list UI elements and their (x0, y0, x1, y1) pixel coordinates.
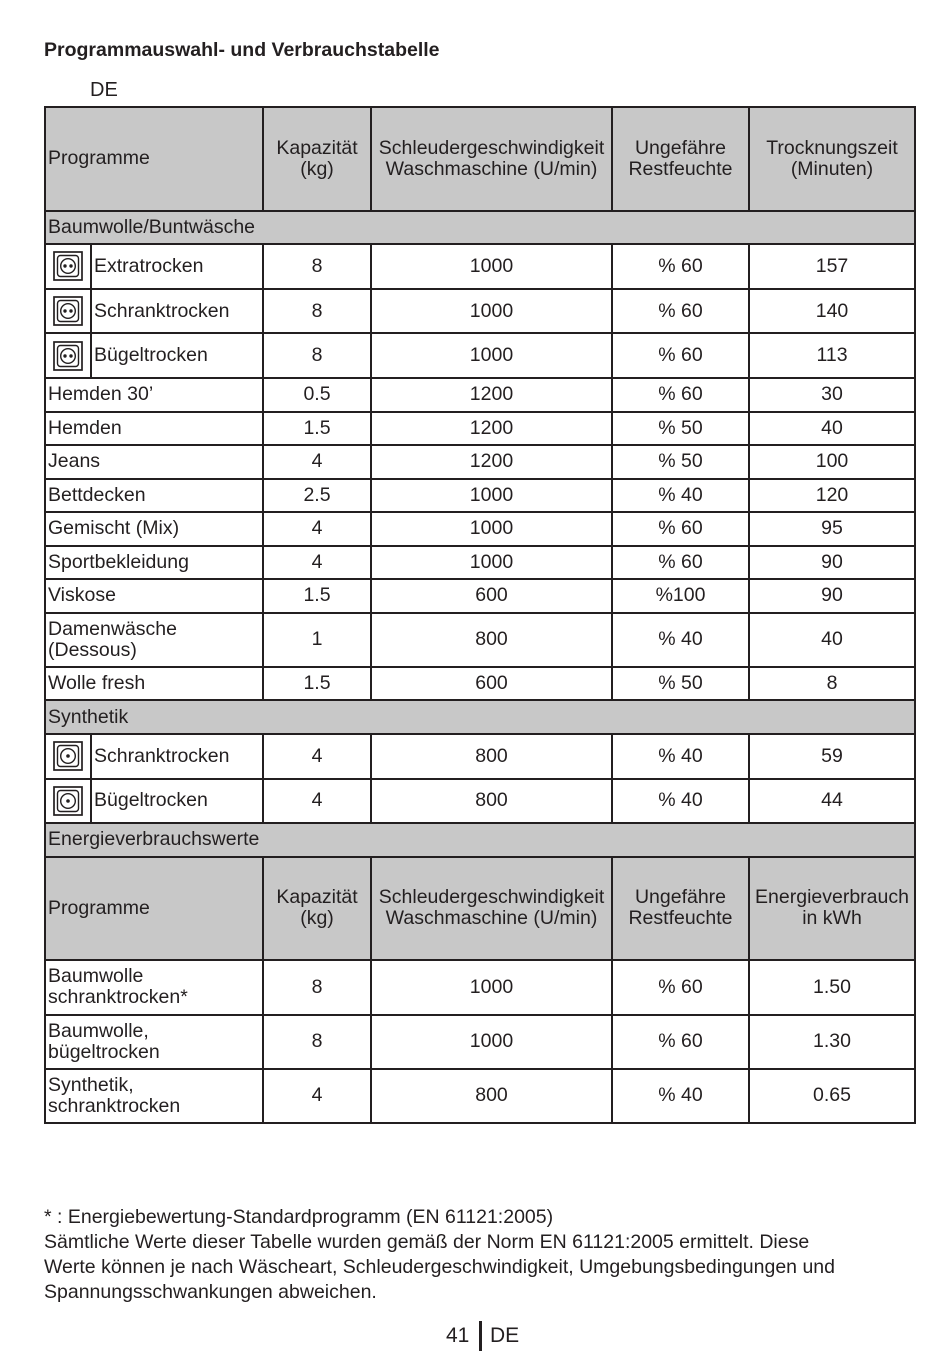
program-row (45, 734, 915, 779)
program-icon-cell (45, 244, 91, 289)
column-header-energy-consumption: Energieverbrauch in kWh (749, 857, 915, 961)
residual-moisture-cell: % 60 (612, 512, 749, 546)
spin-speed-cell: 1200 (371, 412, 612, 446)
residual-moisture-cell: % 40 (612, 779, 749, 824)
program-row (45, 1015, 915, 1069)
program-row (45, 960, 915, 1014)
program-name: Damenwäsche (Dessous) (45, 613, 263, 667)
program-icon-cell (45, 779, 91, 824)
section-label: Synthetik (45, 700, 915, 734)
spin-speed-cell: 800 (371, 613, 612, 667)
residual-moisture-cell: % 40 (612, 734, 749, 779)
residual-moisture-cell: % 60 (612, 546, 749, 580)
program-row (45, 1069, 915, 1123)
spin-speed-cell: 1000 (371, 244, 612, 289)
program-name: Extratrocken (91, 244, 263, 289)
spin-speed-cell: 1000 (371, 289, 612, 334)
drying-time-cell: 95 (749, 512, 915, 546)
program-row (45, 546, 915, 580)
language-tag: DE (90, 79, 118, 101)
program-name: Bügeltrocken (91, 333, 263, 378)
page-language: DE (490, 1324, 520, 1347)
footnote-line: Werte können je nach Wäscheart, Schleudergeschwindigkeit, Umgebungsbedingungen und (44, 1256, 835, 1278)
residual-moisture-cell: % 40 (612, 479, 749, 513)
capacity-cell: 8 (263, 244, 371, 289)
section-row (45, 700, 915, 734)
capacity-cell: 4 (263, 779, 371, 824)
column-header-spin-speed: Schleudergeschwindigkeit Waschmaschine (U/min) (371, 107, 612, 211)
capacity-cell: 1.5 (263, 412, 371, 446)
residual-moisture-cell: % 60 (612, 244, 749, 289)
program-row (45, 667, 915, 701)
residual-moisture-cell: % 60 (612, 333, 749, 378)
program-row (45, 613, 915, 667)
capacity-cell: 8 (263, 333, 371, 378)
program-name: Jeans (45, 445, 263, 479)
program-row (45, 244, 915, 289)
spin-speed-cell: 600 (371, 667, 612, 701)
program-name: Synthetik, schranktrocken (45, 1069, 263, 1123)
drying-time-cell: 90 (749, 579, 915, 613)
page-number: 41 (446, 1324, 470, 1347)
capacity-cell: 1.5 (263, 579, 371, 613)
capacity-cell: 8 (263, 289, 371, 334)
program-name: Bügeltrocken (91, 779, 263, 824)
capacity-cell: 4 (263, 734, 371, 779)
section-row (45, 211, 915, 245)
drying-time-cell: 140 (749, 289, 915, 334)
drying-time-cell: 30 (749, 378, 915, 412)
drying-one-dot-icon (53, 741, 83, 771)
drying-time-cell: 8 (749, 667, 915, 701)
column-header-residual-moisture: Ungefähre Restfeuchte (612, 107, 749, 211)
drying-time-cell: 157 (749, 244, 915, 289)
residual-moisture-cell: % 40 (612, 1069, 749, 1123)
column-header-capacity: Kapazität (kg) (263, 107, 371, 211)
capacity-cell: 1 (263, 613, 371, 667)
spin-speed-cell: 1000 (371, 1015, 612, 1069)
program-row (45, 333, 915, 378)
section-label: Baumwolle/Buntwäsche (45, 211, 915, 245)
spin-speed-cell: 800 (371, 779, 612, 824)
capacity-cell: 4 (263, 512, 371, 546)
program-row (45, 779, 915, 824)
table-header-row (45, 857, 915, 961)
drying-time-cell: 44 (749, 779, 915, 824)
page-divider (479, 1321, 482, 1351)
section-label: Energieverbrauchswerte (45, 823, 915, 857)
drying-one-dot-icon (53, 786, 83, 816)
drying-time-cell: 59 (749, 734, 915, 779)
drying-time-cell: 113 (749, 333, 915, 378)
spin-speed-cell: 1200 (371, 445, 612, 479)
column-header-residual-moisture: Ungefähre Restfeuchte (612, 857, 749, 961)
program-row (45, 579, 915, 613)
residual-moisture-cell: % 40 (612, 613, 749, 667)
section-row (45, 823, 915, 857)
capacity-cell: 0.5 (263, 378, 371, 412)
program-name: Hemden 30’ (45, 378, 263, 412)
column-header-programme: Programme (45, 857, 263, 961)
residual-moisture-cell: % 60 (612, 378, 749, 412)
capacity-cell: 8 (263, 1015, 371, 1069)
drying-two-dots-icon (53, 251, 83, 281)
spin-speed-cell: 800 (371, 734, 612, 779)
drying-time-cell: 100 (749, 445, 915, 479)
capacity-cell: 4 (263, 445, 371, 479)
program-row (45, 378, 915, 412)
spin-speed-cell: 1000 (371, 333, 612, 378)
energy-consumption-cell: 1.50 (749, 960, 915, 1014)
column-header-spin-speed: Schleudergeschwindigkeit Waschmaschine (U/min) (371, 857, 612, 961)
residual-moisture-cell: % 60 (612, 1015, 749, 1069)
program-name: Baumwolle, bügeltrocken (45, 1015, 263, 1069)
program-name: Schranktrocken (91, 289, 263, 334)
capacity-cell: 8 (263, 960, 371, 1014)
footnote-line: Spannungsschwankungen abweichen. (44, 1281, 377, 1303)
residual-moisture-cell: % 50 (612, 667, 749, 701)
program-table (44, 106, 916, 1124)
column-header-drying-time: Trocknungszeit (Minuten) (749, 107, 915, 211)
capacity-cell: 2.5 (263, 479, 371, 513)
footnote-line: * : Energiebewertung-Standardprogramm (EN 61121:2005) (44, 1206, 554, 1228)
spin-speed-cell: 1000 (371, 512, 612, 546)
footnote (44, 1205, 835, 1305)
program-name: Bettdecken (45, 479, 263, 513)
program-name: Sportbekleidung (45, 546, 263, 580)
column-header-capacity: Kapazität (kg) (263, 857, 371, 961)
program-row (45, 512, 915, 546)
program-name: Schranktrocken (91, 734, 263, 779)
program-icon-cell (45, 734, 91, 779)
residual-moisture-cell: % 60 (612, 960, 749, 1014)
program-icon-cell (45, 333, 91, 378)
program-name: Gemischt (Mix) (45, 512, 263, 546)
residual-moisture-cell: % 60 (612, 289, 749, 334)
spin-speed-cell: 1000 (371, 960, 612, 1014)
program-row (45, 412, 915, 446)
program-name: Viskose (45, 579, 263, 613)
spin-speed-cell: 1000 (371, 546, 612, 580)
residual-moisture-cell: %100 (612, 579, 749, 613)
capacity-cell: 4 (263, 546, 371, 580)
program-row (45, 445, 915, 479)
program-name: Baumwolle schranktrocken* (45, 960, 263, 1014)
energy-consumption-cell: 0.65 (749, 1069, 915, 1123)
program-row (45, 479, 915, 513)
capacity-cell: 1.5 (263, 667, 371, 701)
energy-consumption-cell: 1.30 (749, 1015, 915, 1069)
program-row (45, 289, 915, 334)
drying-two-dots-icon (53, 296, 83, 326)
capacity-cell: 4 (263, 1069, 371, 1123)
residual-moisture-cell: % 50 (612, 445, 749, 479)
drying-time-cell: 90 (749, 546, 915, 580)
spin-speed-cell: 1200 (371, 378, 612, 412)
drying-time-cell: 40 (749, 412, 915, 446)
drying-time-cell: 120 (749, 479, 915, 513)
drying-two-dots-icon (53, 341, 83, 371)
residual-moisture-cell: % 50 (612, 412, 749, 446)
program-table-body (45, 107, 915, 1123)
program-name: Hemden (45, 412, 263, 446)
program-icon-cell (45, 289, 91, 334)
spin-speed-cell: 600 (371, 579, 612, 613)
column-header-programme: Programme (45, 107, 263, 211)
page-title: Programmauswahl- und Verbrauchstabelle (44, 39, 440, 61)
spin-speed-cell: 1000 (371, 479, 612, 513)
footnote-line: Sämtliche Werte dieser Tabelle wurden gemäß der Norm EN 61121:2005 ermittelt. Diese (44, 1231, 810, 1253)
program-name: Wolle fresh (45, 667, 263, 701)
drying-time-cell: 40 (749, 613, 915, 667)
table-header-row (45, 107, 915, 211)
spin-speed-cell: 800 (371, 1069, 612, 1123)
